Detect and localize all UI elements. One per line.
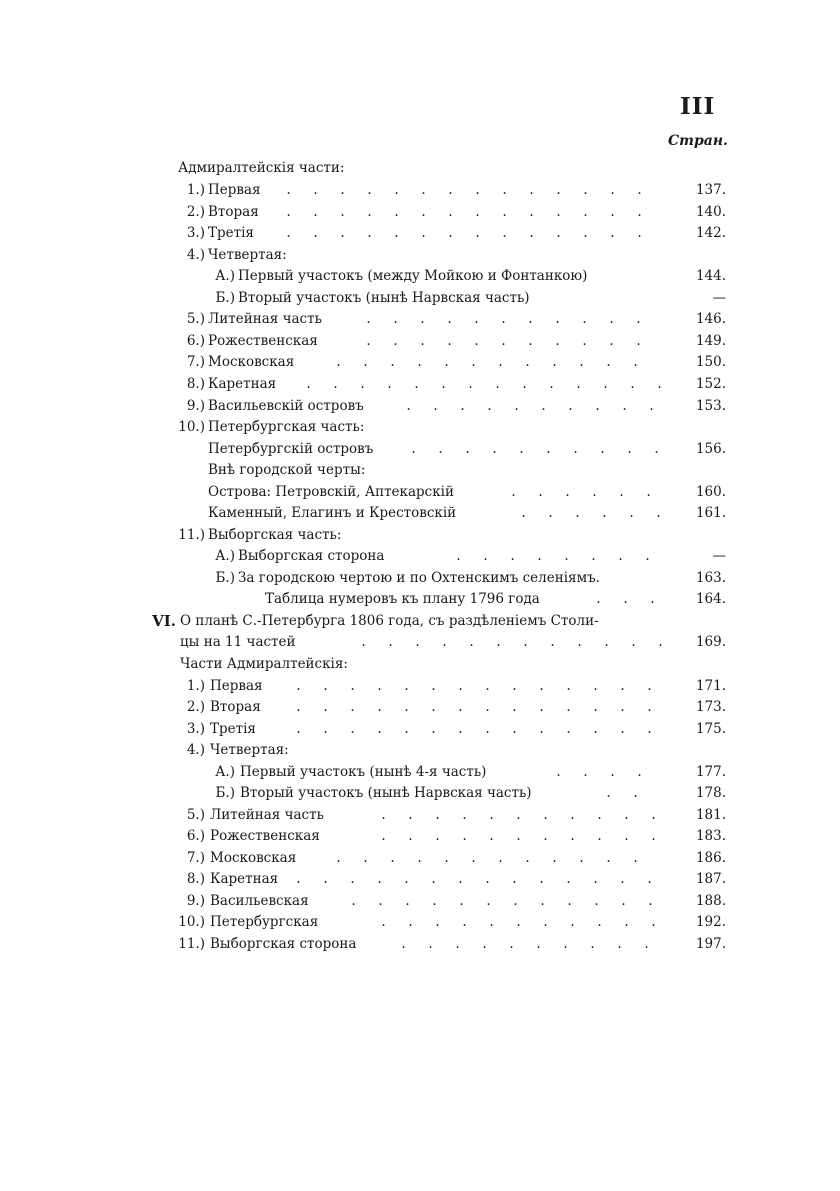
toc-entry-number: А.) <box>215 548 235 564</box>
toc-entry-title: Литейная часть <box>208 311 322 327</box>
toc-entry-title: Вторый участокъ (нынѣ Нарвская часть) <box>238 290 530 306</box>
toc-entry-number: Б.) <box>215 570 235 586</box>
toc-entry-number: 8.) <box>186 871 205 887</box>
toc-leader-dots: . . . . . . <box>511 484 651 500</box>
toc-entry-page: 149. <box>695 333 726 349</box>
toc-entry-number: 11.) <box>178 936 205 952</box>
toc-entry-page: 144. <box>695 268 726 284</box>
toc-entry-page: 153. <box>695 398 726 414</box>
toc-entry-title: Литейная часть <box>210 807 324 823</box>
toc-entry <box>0 482 840 503</box>
toc-entry-title: Первая <box>210 678 263 694</box>
toc-entry <box>0 632 840 653</box>
toc-entry <box>0 697 840 718</box>
toc-entry-number: 10.) <box>178 419 205 435</box>
toc-entry-page: — <box>712 548 726 564</box>
toc-entry-page: 146. <box>695 311 726 327</box>
toc-leader-dots: . . . . . . . . . . . . . . <box>296 871 652 887</box>
toc-entry <box>0 503 840 524</box>
toc-entry <box>0 805 840 826</box>
toc-entry-title: За городскою чертою и по Охтенскимъ селеніямъ. <box>238 570 600 586</box>
toc-entry-page: 163. <box>695 570 726 586</box>
toc-entry-number: 9.) <box>186 398 205 414</box>
toc-entry-number: Б.) <box>215 290 235 306</box>
toc-entry-number: 3.) <box>186 721 205 737</box>
toc-entry-title: Первый участокъ (между Мойкою и Фонтанкою) <box>238 268 588 284</box>
toc-entry-title: Первый участокъ (нынѣ 4-я часть) <box>240 764 487 780</box>
toc-entry-title: Выборгская сторона <box>238 548 385 564</box>
page-number: III <box>680 93 716 120</box>
toc-entry-number: 6.) <box>186 828 205 844</box>
toc-leader-dots: . . . . . . <box>521 505 661 521</box>
toc-entry-number: А.) <box>215 268 235 284</box>
toc-entry <box>0 568 840 589</box>
toc-entry-number: VI. <box>152 612 176 630</box>
toc-entry-title: Внѣ городской черты: <box>208 462 366 478</box>
toc-entry-number: 3.) <box>186 225 205 241</box>
toc-entry-number: 5.) <box>186 311 205 327</box>
toc-entry-title: Рожественская <box>208 333 318 349</box>
toc-leader-dots: . . . . . . . . . . . <box>381 807 656 823</box>
toc-entry <box>0 611 840 632</box>
toc-entry <box>0 180 840 201</box>
toc-entry-page: 188. <box>695 893 726 909</box>
toc-entry-title: Каретная <box>208 376 277 392</box>
toc-leader-dots: . . . . . . . . . . . . . . <box>286 204 642 220</box>
toc-entry-page: 178. <box>695 785 726 801</box>
toc-entry <box>0 352 840 373</box>
toc-entry-page: 150. <box>695 354 726 370</box>
toc-leader-dots: . . . . . . . . . . . . <box>361 634 663 650</box>
toc-entry-number: 2.) <box>186 204 205 220</box>
toc-leader-dots: . . <box>606 785 638 801</box>
toc-leader-dots: . . . . . . . . . . . . . . <box>296 721 652 737</box>
toc-entry <box>0 546 840 567</box>
toc-entry-page: 137. <box>695 182 726 198</box>
toc-entry-page: 197. <box>695 936 726 952</box>
toc-entry-number: 2.) <box>186 699 205 715</box>
toc-entry-title: Вторый участокъ (нынѣ Нарвская часть) <box>240 785 532 801</box>
toc-entry-number: 1.) <box>186 182 205 198</box>
toc-leader-dots: . . . . . . . . . . . . <box>336 354 638 370</box>
toc-leader-dots: . . . . . . . . . . . . . . <box>296 699 652 715</box>
toc-entry-number: 6.) <box>186 333 205 349</box>
toc-entry-title: цы на 11 частей <box>180 634 296 650</box>
toc-entry <box>0 762 840 783</box>
toc-leader-dots: . . . . . . . . . . <box>406 398 654 414</box>
toc-entry <box>0 439 840 460</box>
toc-entry-page: 171. <box>695 678 726 694</box>
toc-entry-page: 187. <box>695 871 726 887</box>
toc-entry <box>0 158 840 179</box>
toc-entry-title: Первая <box>208 182 261 198</box>
toc-leader-dots: . . . . . . . . . . . <box>381 828 656 844</box>
toc-entry-number: А.) <box>215 764 235 780</box>
toc-entry-title: Васильевская <box>210 893 309 909</box>
toc-entry <box>0 589 840 610</box>
toc-entry-title: О планѣ С.-Петербурга 1806 года, съ раздѣленіемъ Столи- <box>180 613 599 629</box>
toc-entry-title: Петербургскій островъ <box>208 441 374 457</box>
toc-entry <box>0 826 840 847</box>
toc-entry-page: 173. <box>695 699 726 715</box>
toc-entry <box>0 891 840 912</box>
toc-entry-page: 192. <box>695 914 726 930</box>
toc-entry-title: Третія <box>210 721 256 737</box>
toc-entry-page: 161. <box>695 505 726 521</box>
toc-entry <box>0 245 840 266</box>
toc-leader-dots: . . . . . . . . . . . <box>366 333 641 349</box>
toc-entry-page: 181. <box>695 807 726 823</box>
toc-entry <box>0 288 840 309</box>
toc-entry-number: 10.) <box>178 914 205 930</box>
toc-leader-dots: . . . . . . . . . . . <box>381 914 656 930</box>
toc-entry-page: 164. <box>695 591 726 607</box>
toc-entry-page: 160. <box>695 484 726 500</box>
toc-entry-title: Васильевскій островъ <box>208 398 364 414</box>
toc-entry <box>0 934 840 955</box>
toc-entry-number: 4.) <box>186 247 205 263</box>
toc-entry <box>0 417 840 438</box>
page-column-label: Стран. <box>668 133 728 149</box>
toc-entry-page: — <box>712 290 726 306</box>
toc-entry <box>0 654 840 675</box>
toc-entry-number: 11.) <box>178 527 205 543</box>
toc-entry-title: Острова: Петровскій, Аптекарскій <box>208 484 454 500</box>
toc-entry-page: 177. <box>695 764 726 780</box>
toc-entry-number: 4.) <box>186 742 205 758</box>
toc-entry <box>0 266 840 287</box>
toc-entry-number: Б.) <box>215 785 235 801</box>
toc-entry <box>0 676 840 697</box>
toc-entry-title: Рожественская <box>210 828 320 844</box>
toc-entry-page: 183. <box>695 828 726 844</box>
toc-entry-page: 156. <box>695 441 726 457</box>
toc-entry <box>0 202 840 223</box>
toc-entry-number: 8.) <box>186 376 205 392</box>
toc-entry-page: 142. <box>695 225 726 241</box>
toc-leader-dots: . . . . . . . . . . . . . . <box>286 225 642 241</box>
toc-entry-title: Таблица нумеровъ къ плану 1796 года <box>265 591 540 607</box>
toc-leader-dots: . . . . . . . . . . . . . . <box>286 182 642 198</box>
toc-entry-title: Выборгская часть: <box>208 527 342 543</box>
toc-entry <box>0 309 840 330</box>
toc-entry <box>0 912 840 933</box>
toc-entry-title: Третія <box>208 225 254 241</box>
toc-leader-dots: . . . . . . . . . . . . <box>336 850 638 866</box>
toc-entry <box>0 331 840 352</box>
toc-entry <box>0 719 840 740</box>
toc-entry <box>0 740 840 761</box>
toc-entry-title: Московская <box>208 354 295 370</box>
toc-entry-title: Московская <box>210 850 297 866</box>
toc-entry-page: 186. <box>695 850 726 866</box>
toc-entry-page: 175. <box>695 721 726 737</box>
toc-leader-dots: . . . . . . . . <box>456 548 650 564</box>
toc-entry <box>0 374 840 395</box>
toc-entry <box>0 783 840 804</box>
toc-entry-title: Четвертая: <box>208 247 287 263</box>
toc-leader-dots: . . . . . . . . . . . <box>366 311 641 327</box>
toc-leader-dots: . . . . . . . . . . . . . . <box>296 678 652 694</box>
toc-leader-dots: . . . . . . . . . . . . . . <box>306 376 662 392</box>
toc-leader-dots: . . . . . . . . . . <box>401 936 649 952</box>
toc-entry-page: 152. <box>695 376 726 392</box>
toc-entry <box>0 223 840 244</box>
toc-leader-dots: . . . . . . . . . . . . <box>351 893 653 909</box>
toc-entry-title: Части Адмиралтейскія: <box>180 656 348 672</box>
toc-leader-dots: . . . . . . . . . . <box>411 441 659 457</box>
toc-entry-page: 169. <box>695 634 726 650</box>
toc-entry-number: 7.) <box>186 354 205 370</box>
toc-entry-number: 5.) <box>186 807 205 823</box>
toc-entry-number: 1.) <box>186 678 205 694</box>
toc-entry <box>0 848 840 869</box>
toc-entry <box>0 460 840 481</box>
toc-entry-title: Петербургская часть: <box>208 419 365 435</box>
toc-entry-title: Вторая <box>210 699 261 715</box>
toc-entry-number: 9.) <box>186 893 205 909</box>
toc-entry-title: Каретная <box>210 871 279 887</box>
toc-leader-dots: . . . . <box>556 764 642 780</box>
toc-leader-dots: . . . <box>596 591 655 607</box>
toc-entry-title: Каменный, Елагинъ и Крестовскій <box>208 505 457 521</box>
toc-entry-title: Четвертая: <box>210 742 289 758</box>
toc-entry-title: Выборгская сторона <box>210 936 357 952</box>
toc-entry <box>0 869 840 890</box>
toc-entry <box>0 396 840 417</box>
toc-entry-title: Петербургская <box>210 914 319 930</box>
toc-entry <box>0 525 840 546</box>
toc-entry-page: 140. <box>695 204 726 220</box>
toc-entry-title: Адмиралтейскія части: <box>178 160 345 176</box>
toc-entry-title: Вторая <box>208 204 259 220</box>
toc-entry-number: 7.) <box>186 850 205 866</box>
